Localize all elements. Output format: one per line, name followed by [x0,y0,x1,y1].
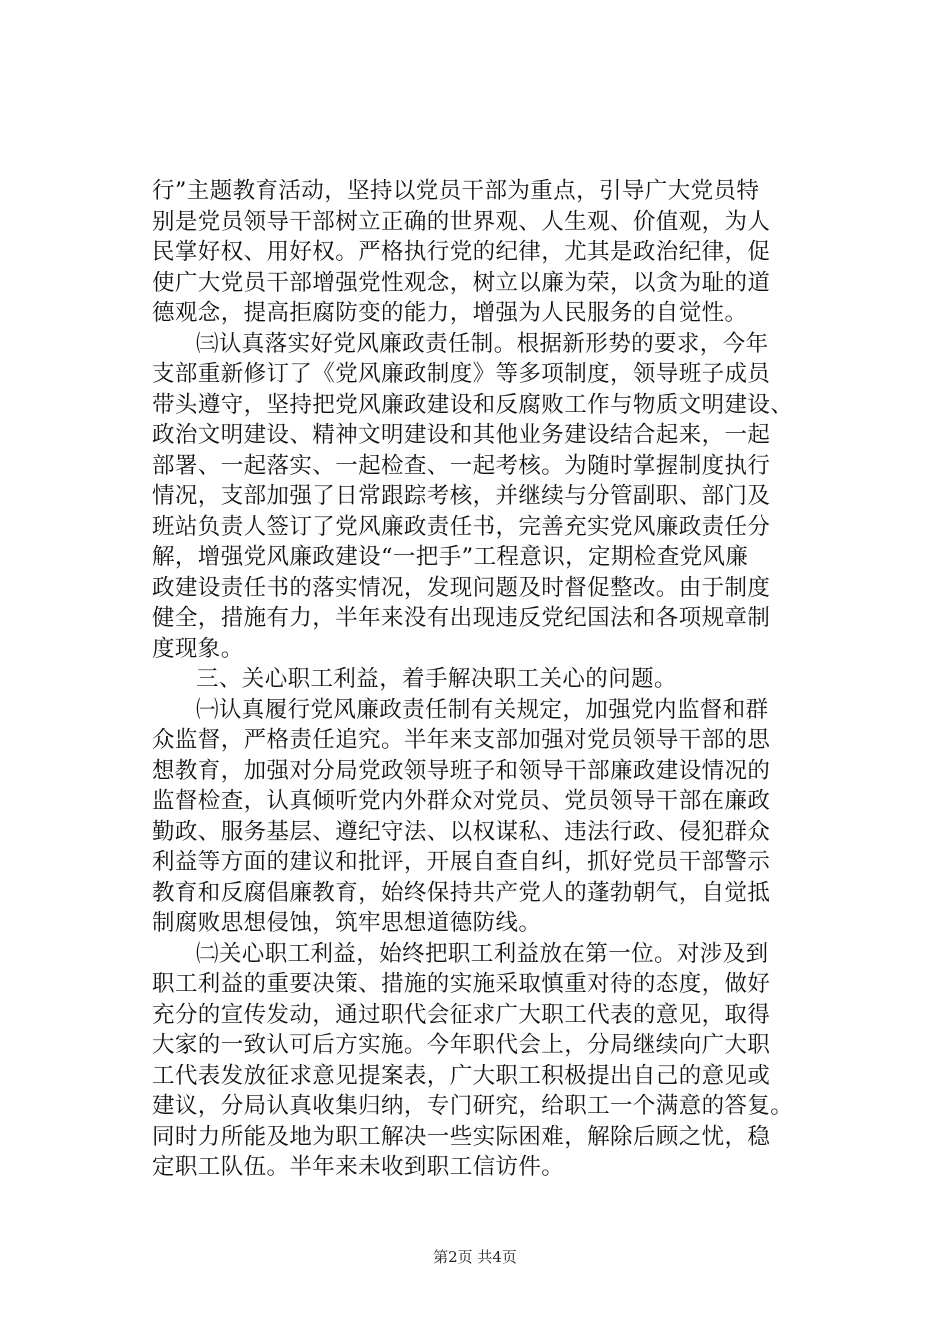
text-line: 健全，措施有力，半年来没有出现违反党纪国法和各项规章制 [152,605,771,631]
text-line: 工代表发放征求意见提案表，广大职工积极提出自己的意见或 [152,1062,771,1089]
text-line: 解，增强党风廉政建设“一把手”工程意识，定期检查党风廉 [152,544,749,570]
text-line: ㈢认真落实好党风廉政责任制。根据新形势的要求，今年 [196,330,769,357]
text-line: 使广大党员干部增强党性观念，树立以廉为荣，以贪为耻的道 [152,269,771,296]
text-line: 众监督，严格责任追究。半年来支部加强对党员领导干部的思 [152,727,771,753]
text-line: 度现象。 [152,635,244,662]
text-line: 支部重新修订了《党风廉政制度》等多项制度，领导班子成员 [152,361,771,387]
text-line: 定职工队伍。半年来未收到职工信访件。 [152,1154,565,1180]
text-line: 三、关心职工利益，着手解决职工关心的问题。 [196,666,677,692]
text-line: 勤政、服务基层、遵纪守法、以权谋私、违法行政、侵犯群众 [152,818,771,845]
text-line: 班站负责人签订了党风廉政责任书，完善充实党风廉政责任分 [152,513,771,540]
text-line: 民掌好权、用好权。严格执行党的纪律，尤其是政治纪律，促 [152,239,771,265]
text-line: 充分的宣传发动，通过职代会征求广大职工代表的意见，取得 [152,1001,771,1028]
text-line: 带头遵守，坚持把党风廉政建设和反腐败工作与物质文明建设、 [152,391,794,418]
text-line: 想教育，加强对分局党政领导班子和领导干部廉政建设情况的 [152,757,771,784]
document-body [152,176,832,1183]
text-line: 制腐败思想侵蚀，筑牢思想道德防线。 [152,910,542,936]
text-line: 教育和反腐倡廉教育，始终保持共产党人的蓬勃朝气，自觉抵 [152,879,771,906]
text-line: 职工利益的重要决策、措施的实施采取慎重对待的态度，做好 [152,971,771,997]
text-line: 政治文明建设、精神文明建设和其他业务建设结合起来，一起 [152,422,771,448]
text-line: 监督检查，认真倾听党内外群众对党员、党员领导干部在廉政 [152,788,771,814]
text-line: 政建设责任书的落实情况，发现问题及时督促整改。由于制度 [152,574,771,601]
text-line: 利益等方面的建议和批评，开展自查自纠，抓好党员干部警示 [152,849,771,875]
text-line: 情况，支部加强了日常跟踪考核，并继续与分管副职、部门及 [152,483,771,509]
text-line: ㈠认真履行党风廉政责任制有关规定，加强党内监督和群 [196,696,769,723]
text-line: 同时力所能及地为职工解决一些实际困难，解除后顾之忧，稳 [152,1123,771,1150]
text-line: 别是党员领导干部树立正确的世界观、人生观、价值观，为人 [152,208,771,235]
page-footer: 第2页 共4页 [433,1248,517,1266]
text-line: 行”主题教育活动，坚持以党员干部为重点，引导广大党员特 [152,178,760,204]
text-line: 建议，分局认真收集归纳，专门研究，给职工一个满意的答复。 [152,1093,794,1119]
text-line: ㈡关心职工利益，始终把职工利益放在第一位。对涉及到 [196,940,769,967]
text-line: 德观念，提高拒腐防变的能力，增强为人民服务的自觉性。 [152,300,748,326]
text-line: 大家的一致认可后方实施。今年职代会上，分局继续向广大职 [152,1032,771,1058]
text-line: 部署、一起落实、一起检查、一起考核。为随时掌握制度执行 [152,452,771,479]
